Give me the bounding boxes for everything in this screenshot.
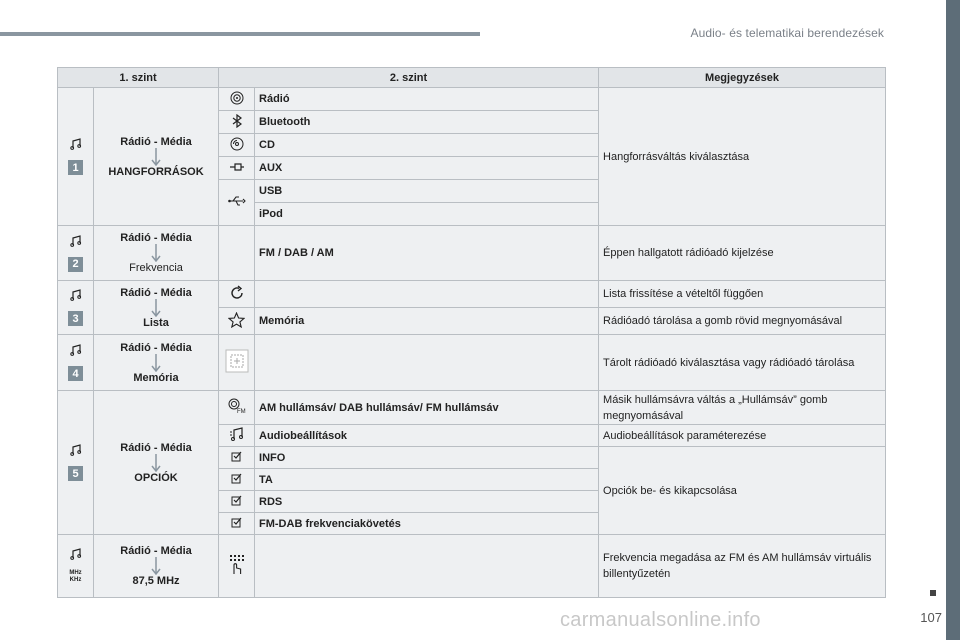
checkbox-icon: [231, 473, 242, 484]
col-header-notes: Megjegyzések: [599, 68, 886, 88]
fm-icon-cell: [219, 391, 255, 425]
checkbox-icon-cell: [219, 469, 255, 491]
toggle-label: TA: [255, 469, 599, 491]
arrow-down-icon: [150, 454, 162, 472]
menu-label: Rádió - Média: [120, 286, 192, 299]
item-label: iPod: [255, 203, 599, 226]
audio-settings-icon-cell: [219, 425, 255, 447]
music-note-icon: [70, 344, 82, 356]
keypad-touch-icon: [228, 554, 246, 576]
checkbox-icon: [231, 517, 242, 528]
level1-icon-cell: [58, 391, 94, 535]
col-header-level1: 1. szint: [58, 68, 219, 88]
note-cell: Tárolt rádióadó kiválasztása vagy rádióadó tárolása: [599, 335, 886, 391]
submenu-label: 87,5 MHz: [132, 575, 180, 587]
arrow-down-icon: [150, 557, 162, 575]
submenu-label: HANGFORRÁSOK: [108, 165, 204, 178]
checkbox-icon-cell: [219, 513, 255, 535]
table-row: [58, 535, 886, 598]
cd-icon-cell: [219, 134, 255, 157]
level1-menu-cell: [94, 226, 219, 281]
menu-table: [57, 67, 886, 598]
note-cell: Másik hullámsávra váltás a „Hullámsáv” gomb megnyomásával: [599, 391, 886, 425]
step-number-badge: 5: [68, 466, 83, 481]
level1-menu-cell: [94, 335, 219, 391]
level1-menu-cell: [94, 281, 219, 335]
level1-menu-cell: [94, 535, 219, 598]
aux-jack-icon: [229, 162, 245, 172]
header-rule: [0, 32, 480, 36]
level1-icon-cell: [58, 335, 94, 391]
submenu-label: OPCIÓK: [134, 471, 178, 484]
music-note-icon: [70, 444, 82, 456]
arrow-down-icon: [150, 148, 162, 166]
item-label: Audiobeállítások: [255, 425, 599, 447]
toggle-label: FM-DAB frekvenciakövetés: [255, 513, 599, 535]
aux-icon-cell: [219, 157, 255, 180]
level1-icon-cell: [58, 88, 94, 226]
note-cell: Rádióadó tárolása a gomb rövid megnyomásával: [599, 308, 886, 335]
step-number-badge: 2: [68, 257, 83, 272]
usb-icon: [228, 196, 246, 206]
menu-label: Rádió - Média: [120, 341, 192, 354]
step-number-badge: 4: [68, 366, 83, 381]
table-row: [58, 391, 886, 425]
cd-icon: [230, 137, 244, 151]
bluetooth-icon-cell: [219, 111, 255, 134]
note-cell: Hangforrásváltás kiválasztása: [599, 88, 886, 226]
table-row: [58, 88, 886, 111]
preset-slot-icon: [225, 349, 249, 373]
menu-label: Rádió - Média: [120, 135, 192, 148]
menu-label: Rádió - Média: [120, 232, 192, 244]
star-icon: [228, 312, 245, 328]
level1-icon-cell: [58, 281, 94, 335]
keypad-icon-cell: [219, 535, 255, 598]
arrow-down-icon: [150, 299, 162, 317]
toggle-label: INFO: [255, 447, 599, 469]
music-note-icon: [70, 138, 82, 150]
section-title: Audio- és telematikai berendezések: [690, 26, 884, 40]
empty-item-cell: [255, 335, 599, 391]
step-number-badge: 1: [68, 160, 83, 175]
page-marker: [930, 590, 936, 596]
note-cell: Éppen hallgatott rádióadó kijelzése: [599, 226, 886, 281]
refresh-icon-cell: [219, 281, 255, 308]
svg-text:FM: FM: [236, 409, 246, 414]
table-row: [58, 281, 886, 308]
side-strip: [946, 0, 960, 640]
item-label: Bluetooth: [255, 111, 599, 134]
level1-icon-cell: [58, 535, 94, 598]
menu-label: Rádió - Média: [120, 441, 192, 454]
item-label: FM / DAB / AM: [255, 226, 599, 281]
audio-settings-icon: [229, 427, 245, 441]
item-label: Rádió: [255, 88, 599, 111]
music-note-icon: [70, 548, 82, 560]
table-row: [58, 335, 886, 391]
empty-icon-cell: [219, 226, 255, 281]
note-cell: Lista frissítése a vételtől függően: [599, 281, 886, 308]
checkbox-icon-cell: [219, 447, 255, 469]
toggle-label: RDS: [255, 491, 599, 513]
refresh-icon: [229, 285, 245, 301]
col-header-level2: 2. szint: [219, 68, 599, 88]
checkbox-icon-cell: [219, 491, 255, 513]
watermark: carmanualsonline.info: [560, 609, 761, 631]
radio-icon: [230, 91, 244, 105]
bluetooth-icon: [231, 114, 243, 128]
item-label: Memória: [255, 308, 599, 335]
level1-icon-cell: [58, 226, 94, 281]
arrow-down-icon: [150, 244, 162, 262]
level1-menu-cell: [94, 88, 219, 226]
star-icon-cell: [219, 308, 255, 335]
submenu-label: Lista: [143, 316, 169, 329]
item-label: AUX: [255, 157, 599, 180]
checkbox-icon: [231, 495, 242, 506]
page-number: 107: [920, 610, 942, 625]
radio-icon-cell: [219, 88, 255, 111]
item-label: AM hullámsáv/ DAB hullámsáv/ FM hullámsáv: [255, 391, 599, 425]
item-label: USB: [255, 180, 599, 203]
preset-icon-cell: [219, 335, 255, 391]
note-cell: Frekvencia megadása az FM és AM hullámsáv virtuális billentyűzetén: [599, 535, 886, 598]
table-row: [58, 226, 886, 281]
music-note-icon: [70, 289, 82, 301]
submenu-label: Memória: [133, 371, 179, 384]
step-number-badge: 3: [68, 311, 83, 326]
menu-label: Rádió - Média: [120, 545, 192, 557]
empty-item-cell: [255, 281, 599, 308]
submenu-label: Frekvencia: [129, 262, 183, 274]
arrow-down-icon: [150, 354, 162, 372]
music-note-icon: [70, 235, 82, 247]
note-cell: Audiobeállítások paraméterezése: [599, 425, 886, 447]
table-header-row: [58, 68, 886, 88]
usb-icon-cell: [219, 180, 255, 226]
level1-menu-cell: [94, 391, 219, 535]
checkbox-icon: [231, 451, 242, 462]
note-cell: Opciók be- és kikapcsolása: [599, 447, 886, 535]
item-label: CD: [255, 134, 599, 157]
fm-radio-icon: [227, 398, 247, 414]
mhz-khz-label: MHz KHz: [69, 570, 82, 583]
empty-item-cell: [255, 535, 599, 598]
